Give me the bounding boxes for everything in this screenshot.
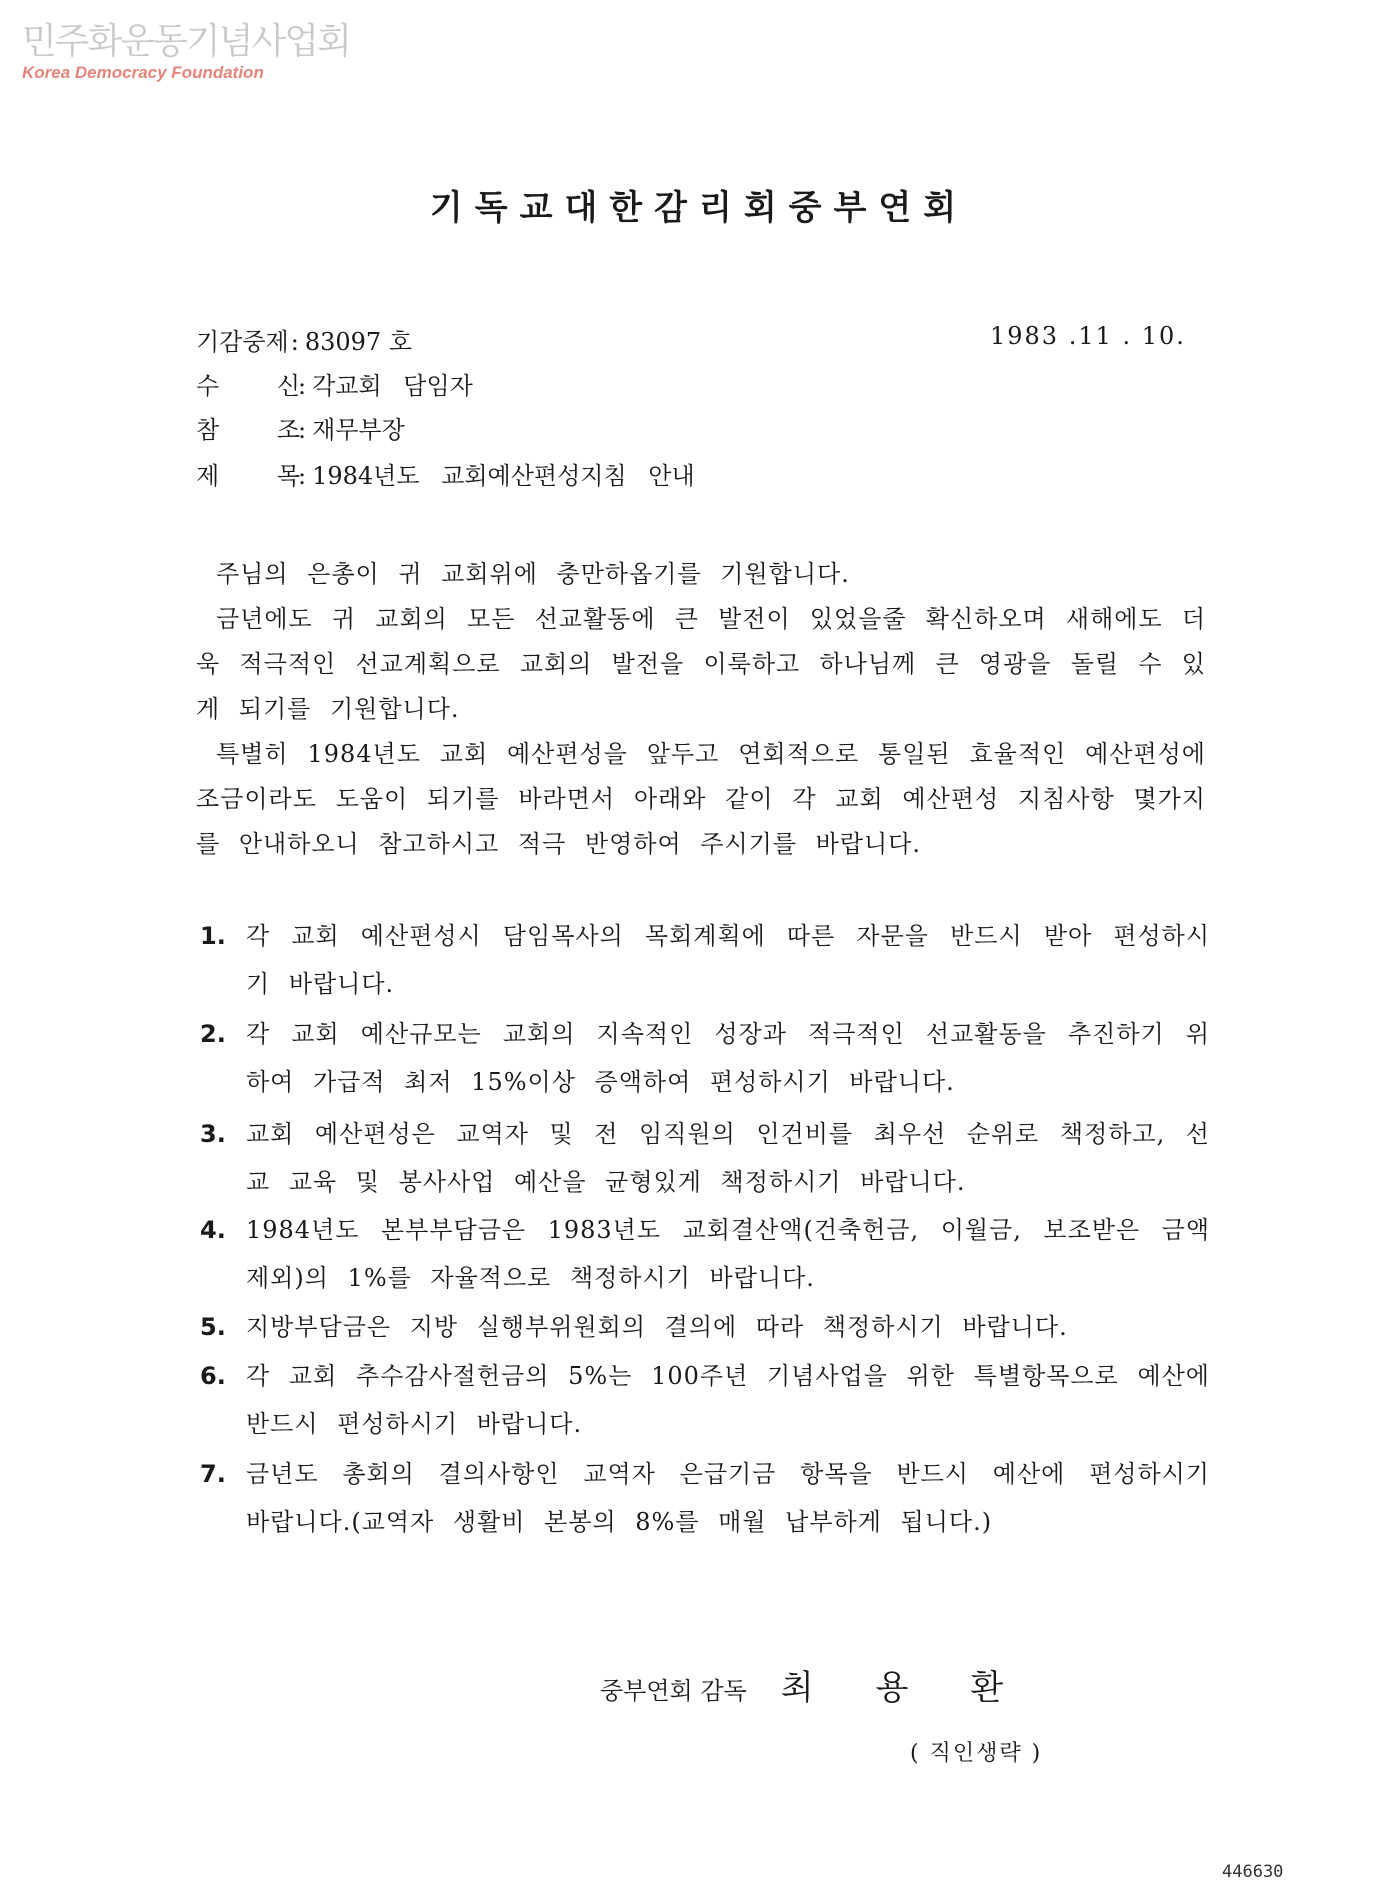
subject-row: 제 목 : 1984년도 교회예산편성지침 안내 bbox=[196, 456, 695, 491]
item-text: 1984년도 본부부담금은 1983년도 교회결산액(건축헌금, 이월금, 보조받은 금액 제외)의 1%를 자율적으로 책정하시기 바랍니다. bbox=[246, 1216, 1210, 1292]
watermark-korean: 민주화운동기념사업회 bbox=[22, 21, 350, 62]
item-number: 7. bbox=[200, 1460, 226, 1488]
item-number: 5. bbox=[200, 1313, 226, 1341]
item-number: 4. bbox=[200, 1216, 226, 1244]
item-number: 3. bbox=[200, 1120, 226, 1148]
signature-block bbox=[600, 1660, 1065, 1709]
item-text: 각 교회 추수감사절헌금의 5%는 100주년 기념사업을 위한 특별항목으로 예산에 반드시 편성하시기 바랍니다. bbox=[246, 1362, 1210, 1438]
doc-number-value: 83097 호 bbox=[304, 328, 413, 356]
guideline-item bbox=[200, 1450, 1210, 1546]
document-date: 1983 .11 . 10. bbox=[990, 322, 1186, 350]
guideline-item bbox=[200, 1010, 1210, 1106]
reference-label: 참 조 bbox=[196, 416, 300, 444]
guideline-item bbox=[200, 1303, 1210, 1351]
signer-name: 최용환 bbox=[780, 1668, 1066, 1708]
item-number: 2. bbox=[200, 1020, 226, 1048]
signer-title: 중부연회 감독 bbox=[600, 1677, 747, 1705]
item-text: 교회 예산편성은 교역자 및 전 임직원의 인건비를 최우선 순위로 책정하고, 선교 교육 및 봉사사업 예산을 균형있게 책정하시기 바랍니다. bbox=[246, 1120, 1210, 1196]
item-text: 금년도 총회의 결의사항인 교역자 은급기금 항목을 반드시 예산에 편성하시기 바랍니다.(교역자 생활비 본봉의 8%를 매월 납부하게 됩니다.) bbox=[246, 1460, 1210, 1536]
intro-paragraph: 금년에도 귀 교회의 모든 선교활동에 큰 발전이 있었을줄 확신하오며 새해에도 더욱 적극적인 선교계획으로 교회의 발전을 이룩하고 하나님께 큰 영광을 돌릴 수 있게 되기를 기원합니다. bbox=[196, 605, 1206, 723]
doc-number-row: 기감중제 : 83097 호 bbox=[196, 322, 412, 357]
watermark-english: Korea Democracy Foundation bbox=[22, 63, 264, 82]
greeting-paragraph: 주님의 은총이 귀 교회위에 충만하옵기를 기원합니다. bbox=[216, 560, 850, 588]
reference-value: 재무부장 bbox=[312, 416, 405, 444]
guideline-item bbox=[200, 1206, 1210, 1302]
guideline-item bbox=[200, 1352, 1210, 1448]
foundation-watermark bbox=[22, 22, 350, 84]
seal-omitted-note: ( 직인생략 ) bbox=[910, 1741, 1043, 1766]
recipient-row: 수 신 : 각교회 담임자 bbox=[196, 366, 473, 401]
item-number: 6. bbox=[200, 1362, 226, 1390]
document-title: 기독교대한감리회중부연회 bbox=[429, 188, 969, 228]
item-text: 지방부담금은 지방 실행부위원회의 결의에 따라 책정하시기 바랍니다. bbox=[246, 1313, 1068, 1341]
recipient-label: 수 신 bbox=[196, 372, 300, 400]
purpose-paragraph: 특별히 1984년도 교회 예산편성을 앞두고 연회적으로 통일된 효율적인 예산편성에 조금이라도 도움이 되기를 바라면서 아래와 같이 각 교회 예산편성 지침사항 몇가지를 안내하오니 참고하시고 적극 반영하여 주시기를 바랍니다. bbox=[196, 740, 1206, 858]
item-number: 1. bbox=[200, 922, 226, 950]
subject-value: 1984년도 교회예산편성지침 안내 bbox=[312, 462, 695, 490]
guideline-item bbox=[200, 912, 1210, 1008]
item-text: 각 교회 예산규모는 교회의 지속적인 성장과 적극적인 선교활동을 추진하기 위하여 가급적 최저 15%이상 증액하여 편성하시기 바랍니다. bbox=[246, 1020, 1210, 1096]
reference-row: 참 조 : 재무부장 bbox=[196, 410, 405, 445]
guideline-item bbox=[200, 1110, 1210, 1206]
item-text: 각 교회 예산편성시 담임목사의 목회계획에 따른 자문을 반드시 받아 편성하시기 바랍니다. bbox=[246, 922, 1210, 998]
recipient-value: 각교회 담임자 bbox=[312, 372, 473, 400]
archive-number: 446630 bbox=[1222, 1862, 1284, 1882]
doc-number-label: 기감중제 bbox=[196, 328, 289, 356]
subject-label: 제 목 bbox=[196, 462, 300, 490]
